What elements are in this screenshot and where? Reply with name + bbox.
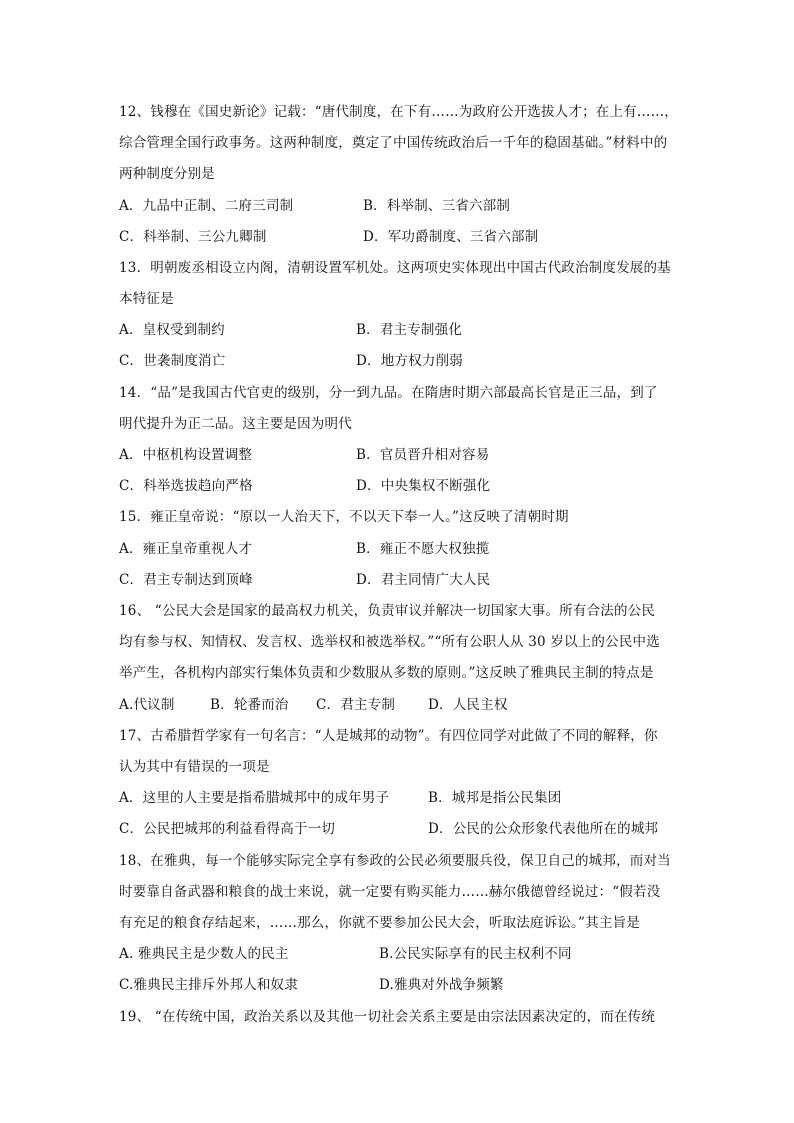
q18-option-b: B.公民实际享有的民主权利不同 bbox=[379, 946, 572, 962]
q19-line-1: 19、 “在传统中国，政治关系以及其他一切社会关系主要是由宗法因素决定的，而在传统 bbox=[119, 1009, 656, 1025]
q15-option-a: A．雍正皇帝重视人才 bbox=[119, 541, 253, 557]
q14-line-1: 14．“品”是我国古代官吏的级别，分一到九品。在隋唐时期六部最高长官是正三品，到了 bbox=[119, 385, 658, 401]
q18-line-1: 18、在雅典，每一个能够实际完全享有参政的公民必须要服兵役，保卫自己的城邦，而对当 bbox=[119, 853, 671, 869]
q18-option-d: D.雅典对外战争频繁 bbox=[379, 977, 504, 993]
q12-line-3: 两种制度分别是 bbox=[119, 166, 215, 182]
q17-option-d: D．公民的公众形象代表他所在的城邦 bbox=[428, 821, 659, 837]
q16-line-3: 举产生，各机构内部实行集体负责和少数服从多数的原则。”这反映了雅典民主制的特点是 bbox=[119, 665, 654, 681]
q12-line-1: 12、钱穆在《国史新论》记载：“唐代制度，在下有……为政府公开选拔人才；在上有……， bbox=[119, 104, 678, 120]
q17-line-1: 17、古希腊哲学家有一句名言：“人是城邦的动物”。有四位同学对此做了不同的解释，你 bbox=[119, 728, 658, 744]
q18-option-a: A. 雅典民主是少数人的民主 bbox=[119, 946, 289, 962]
q18-line-2: 时要靠自备武器和粮食的战士来说，就一定要有购买能力……赫尔俄德曾经说过：“假若没 bbox=[119, 884, 661, 900]
q16-option-a: A.代议制 bbox=[119, 697, 175, 713]
q12-option-d: D．军功爵制度、三省六部制 bbox=[363, 229, 539, 245]
q13-line-1: 13．明朝废丞相设立内阁，清朝设置军机处。这两项史实体现出中国古代政治制度发展的基 bbox=[119, 260, 671, 276]
q15-line-1: 15．雍正皇帝说：“原以一人治天下，不以天下奉一人。”这反映了清朝时期 bbox=[119, 509, 569, 525]
q12-option-a: A．九品中正制、二府三司制 bbox=[119, 198, 294, 214]
q12-option-c: C．科举制、三公九卿制 bbox=[119, 229, 267, 245]
q15-option-d: D．君主同情广大人民 bbox=[356, 572, 491, 588]
q15-option-c: C．君主专制达到顶峰 bbox=[119, 572, 253, 588]
q17-option-c: C．公民把城邦的利益看得高于一切 bbox=[119, 821, 336, 837]
q13-option-b: B．君主专制强化 bbox=[356, 322, 463, 338]
q17-line-2: 认为其中有错误的一项是 bbox=[119, 759, 270, 775]
q18-option-c: C.雅典民主排斥外邦人和奴隶 bbox=[119, 977, 298, 993]
q16-option-c: C．君主专制 bbox=[316, 697, 396, 713]
q16-line-1: 16、 “公民大会是国家的最高权力机关，负责审议并解决一切国家大事。所有合法的公民 bbox=[119, 603, 656, 619]
q14-option-a: A．中枢机构设置调整 bbox=[119, 447, 253, 463]
q18-line-3: 有充足的粮食存结起来，……那么，你就不要参加公民大会，听取法庭诉讼。”其主旨是 bbox=[119, 915, 640, 931]
q16-line-2: 均有参与权、知情权、发言权、选举权和被选举权。”“所有公职人从 30 岁以上的公民中选 bbox=[119, 634, 660, 650]
q13-option-d: D．地方权力削弱 bbox=[356, 353, 463, 369]
q17-option-a: A．这里的人主要是指希腊城邦中的成年男子 bbox=[119, 790, 390, 806]
q14-line-2: 明代提升为正二品。这主要是因为明代 bbox=[119, 416, 352, 432]
q13-option-c: C．世袭制度消亡 bbox=[119, 353, 226, 369]
q12-option-b: B．科举制、三省六部制 bbox=[363, 198, 511, 214]
q14-option-c: C．科举选拔趋向严格 bbox=[119, 478, 253, 494]
q15-option-b: B．雍正不愿大权独揽 bbox=[356, 541, 490, 557]
q16-option-d: D．人民主权 bbox=[428, 697, 508, 713]
q16-option-b: B．轮番而治 bbox=[210, 697, 289, 713]
q17-option-b: B．城邦是指公民集团 bbox=[428, 790, 562, 806]
q12-line-2: 综合管理全国行政事务。这两种制度，奠定了中国传统政治后一千年的稳固基础。”材料中的 bbox=[119, 135, 668, 151]
q13-line-2: 本特征是 bbox=[119, 291, 174, 307]
q14-option-d: D．中央集权不断强化 bbox=[356, 478, 491, 494]
q13-option-a: A．皇权受到制约 bbox=[119, 322, 225, 338]
q14-option-b: B．官员晋升相对容易 bbox=[356, 447, 490, 463]
